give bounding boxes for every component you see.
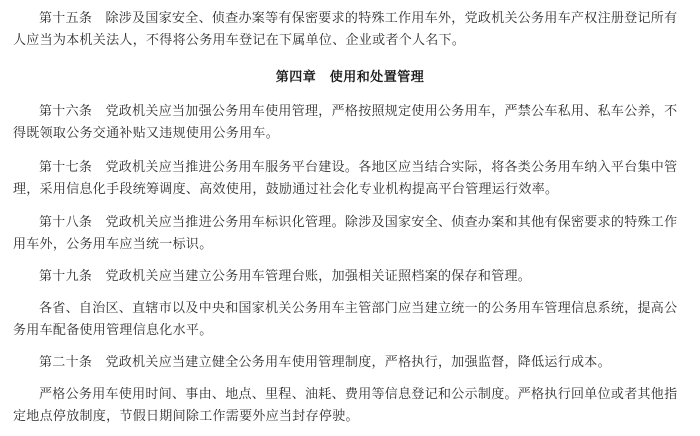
article-19-paragraph: 第十九条 党政机关应当建立公务用车管理台账，加强相关证照档案的保存和管理。 — [39, 269, 532, 284]
article-16-paragraph: 第十六条 党政机关应当加强公务用车使用管理，严格按照规定使用公务用车，严禁公车私用、私车公养，不得既领取公务交通补贴又违规使用公务用车。 — [13, 104, 678, 141]
article-15-paragraph: 第十五条 除涉及国家安全、侦查办案等有保密要求的特殊工作用车外，党政机关公务用车产权注册登记所有人应当为本机关法人，不得将公务用车登记在下属单位、企业或者个人名下。 — [13, 11, 678, 48]
article-17-paragraph: 第十七条 党政机关应当推进公务用车服务平台建设。各地区应当结合实际，将各类公务用车纳入平台集中管理，采用信息化手段统筹调度、高效使用，鼓励通过社会化专业机构提高平台管理运行效率。 — [13, 160, 678, 197]
article-18-paragraph: 第十八条 党政机关应当推进公务用车标识化管理。除涉及国家安全、侦查办案和其他有保密要求的特殊工作用车外，公务用车应当统一标识。 — [13, 215, 678, 252]
article-20-paragraph: 第二十条 党政机关应当建立健全公务用车使用管理制度，严格执行，加强监督，降低运行成本。 — [39, 355, 611, 370]
article-20-clause-2-paragraph: 严格公务用车使用时间、事由、地点、里程、油耗、费用等信息登记和公示制度。严格执行回单位或者其他指定地点停放制度，节假日期间除工作需要外应当封存停驶。 — [13, 387, 678, 424]
chapter-4-heading: 第四章 使用和处置管理 — [275, 70, 425, 85]
article-19-clause-2-paragraph: 各省、自治区、直辖市以及中央和国家机关公务用车主管部门应当建立统一的公务用车管理信息系统，提高公务用车配备使用管理信息化水平。 — [13, 301, 678, 338]
